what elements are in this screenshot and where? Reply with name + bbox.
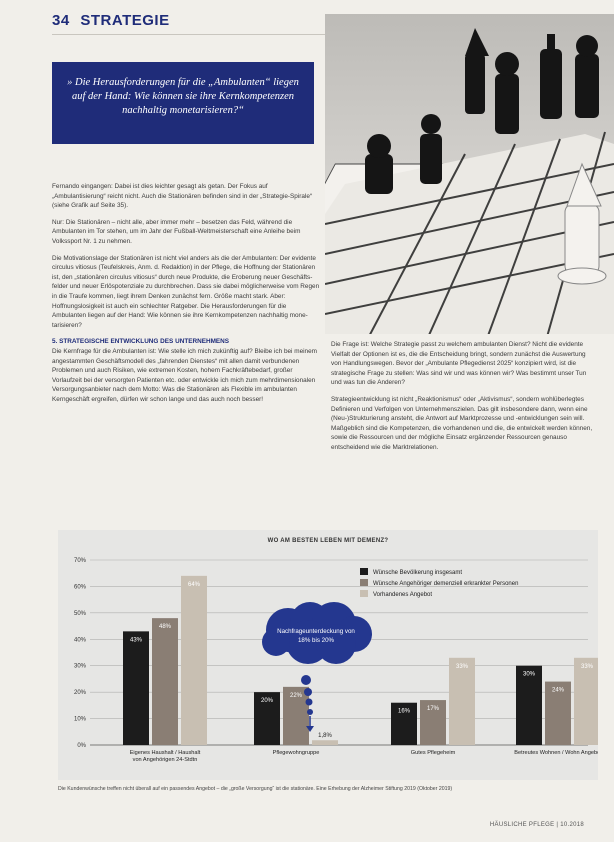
chess-photo xyxy=(325,14,614,334)
legend-label: Wünsche Bevölkerung insgesamt xyxy=(373,570,463,576)
x-tick-label: Betreutes Wohnen / Wohn Angebot xyxy=(514,750,598,756)
y-tick-label: 40% xyxy=(73,637,86,644)
legend-label: Vorhandenes Angebot xyxy=(373,592,433,598)
left-column xyxy=(52,182,320,411)
section-subheading: 5. STRATEGISCHE ENTWICKLUNG DES UNTERNEHMENS xyxy=(52,338,230,346)
legend-label: Wünsche Angehöriger demenziell erkrankter Personen xyxy=(373,581,519,587)
data-label: 22% xyxy=(289,692,303,699)
y-tick-label: 60% xyxy=(73,584,86,591)
paragraph: Strategieentwicklung ist nicht „Reaktionismus“ oder „Aktivismus“, sondern wohlüberlegtes Definieren und Verfolgen von Unternehmenszielen. Das gilt insbesondere dann, wenn eine (Neu-)Strukturierung ansteht, die Antwort auf Marktprozesse und -entwicklungen sein will. Maßgeblich sind die Kompetenzen, die vorhandenen und die, die entwickelt werden können, sowie die Ressourcen und der mögliche Einsatz ergänzender Ressourcen genauso entscheidend wie die Marktrelationen. xyxy=(331,395,593,451)
annotation-dot xyxy=(307,709,313,715)
paragraph: Die Frage ist: Welche Strategie passt zu welchem ambulanten Dienst? Nicht die evidente Vielfalt der Optionen ist es, die die Entscheidung bringt, sondern zunächst die Auswertung von Handlungswegen. Bevor der „Ambulante Pflegedienst 2025“ konzipiert wird, ist die strategische Frage zu stellen: Was sind wir und was können wir? Was bestimmt unser Tun und was tun die Anderen? xyxy=(331,341,587,387)
x-tick-label: Eigenes Haushalt / Haushalt xyxy=(129,750,201,756)
bar xyxy=(152,618,178,745)
bar xyxy=(123,631,149,745)
y-tick-label: 10% xyxy=(73,716,86,723)
paragraph: Die Kernfrage für die Ambulanten ist: Wie stelle ich mich zukünftig auf? Bleibe ich bei meinem angestammten Geschäftsmodell des „fahrenden Dienstes“ mit allen damit verbundenen Problemen und auch Risiken, wie extremen Kosten, hohem Fachkräftebedarf, großer Vorlaufzeit bei der versorgten Patienten etc. oder entwickle ich mich zum mehrdimensionalen Versorgungsanbieter nach dem Motto: Was die Stationären als Flexible im ambulanten Kerngeschäft ergreifen, dürfen wir schon lange und das auch noch besser! xyxy=(52,347,317,403)
page-header xyxy=(52,12,170,29)
annotation-text: Nachfrageunterdeckung von xyxy=(277,628,355,635)
chart-title: WO AM BESTEN LEBEN MIT DEMENZ? xyxy=(267,538,389,544)
data-label: 24% xyxy=(551,687,565,694)
data-label: 48% xyxy=(158,624,172,631)
legend-swatch xyxy=(360,590,368,597)
data-label: 33% xyxy=(455,663,469,670)
data-label: 17% xyxy=(426,706,440,713)
chart-panel xyxy=(58,530,598,780)
bar xyxy=(312,740,338,745)
y-tick-label: 50% xyxy=(73,610,86,617)
legend-swatch xyxy=(360,568,368,575)
section-title: STRATEGIE xyxy=(80,12,170,29)
bar xyxy=(574,658,598,745)
paragraph: Die Motivationslage der Stationären ist nicht viel anders als die der Ambulanten: Der evidente circulus vitiosus (Teufelskreis, Anm. d. Redaktion) in der Pflege, die Hoffnung der Stationären ist, den „stationären circulus vitiosus“ durch neue Produkte, die Eroberung neuer Geschäftsfelder und neuer Erlöspotenziale zu durchbrechen. Dass sie dabei möglicherweise vom Regen in die Traufe kommen, liegt ihrem Denken zunächst fern. Größe macht stark. Aber: Hoffnungslosigkeit ist auch ein schlechter Ratgeber. Die Herausforderungen für die Ambulanten liegen auf der Hand: Wie können sie ihre Kernkompetenzen nachhaltig monetarisieren? xyxy=(52,254,320,329)
x-tick-label: von Angehörigen 24-Stdtn xyxy=(132,757,198,763)
data-label: 64% xyxy=(187,581,201,588)
paragraph: Nur: Die Stationären – nicht alle, aber immer mehr – besetzen das Feld, während die Ambulanten im Tor stehen, um im Jahr der Fußball-Weltmeisterschaft eine Anleihe beim Volkssport Nr. 1 zu nehmen. xyxy=(52,218,301,245)
data-label: 33% xyxy=(580,663,594,670)
y-tick-label: 30% xyxy=(73,663,86,670)
annotation-dot xyxy=(304,688,312,696)
legend-swatch xyxy=(360,579,368,586)
y-tick-label: 0% xyxy=(77,743,86,749)
chart-caption: Die Kundenwünsche treffen nicht überall auf ein passendes Angebot – die „große Versorgung“ ist die stationäre. Eine Erhebung der Alzheimer Stiftung 2019 (Oktober 2019) xyxy=(58,786,453,792)
x-tick-label: Pflegewohngruppe xyxy=(272,750,320,756)
data-label: 16% xyxy=(397,708,411,715)
paragraph: Fernando eingangen: Dabei ist dies leichter gesagt als getan. Der Fokus auf „Ambulantisierung“ reicht nicht. Auch die Stationären befinden sind in der „Strategie-Spirale“ (siehe Grafik auf Seite 35). xyxy=(52,183,313,210)
annotation-text: 18% bis 20% xyxy=(297,637,335,644)
annotation-dot xyxy=(301,675,311,685)
y-tick-label: 20% xyxy=(73,690,86,697)
bar xyxy=(181,576,207,745)
annotation-dot xyxy=(306,699,313,706)
page-number: 34 xyxy=(52,12,70,29)
data-label: 43% xyxy=(129,637,143,644)
page-footer: HÄUSLICHE PFLEGE | 10.2018 xyxy=(489,822,584,828)
pull-quote: » Die Herausforderungen für die „Ambulanten“ liegen auf der Hand: Wie können sie ihre Kernkompetenzen nachhaltig monetarisieren?“ xyxy=(52,62,314,144)
data-label: 30% xyxy=(522,671,536,678)
data-label: 20% xyxy=(260,698,274,705)
bar-chart xyxy=(58,530,598,780)
bar xyxy=(449,658,475,745)
y-tick-label: 70% xyxy=(73,558,86,564)
data-label: 1,8% xyxy=(318,733,332,740)
x-tick-label: Gutes Pflegeheim xyxy=(410,750,456,756)
right-column xyxy=(331,340,597,460)
